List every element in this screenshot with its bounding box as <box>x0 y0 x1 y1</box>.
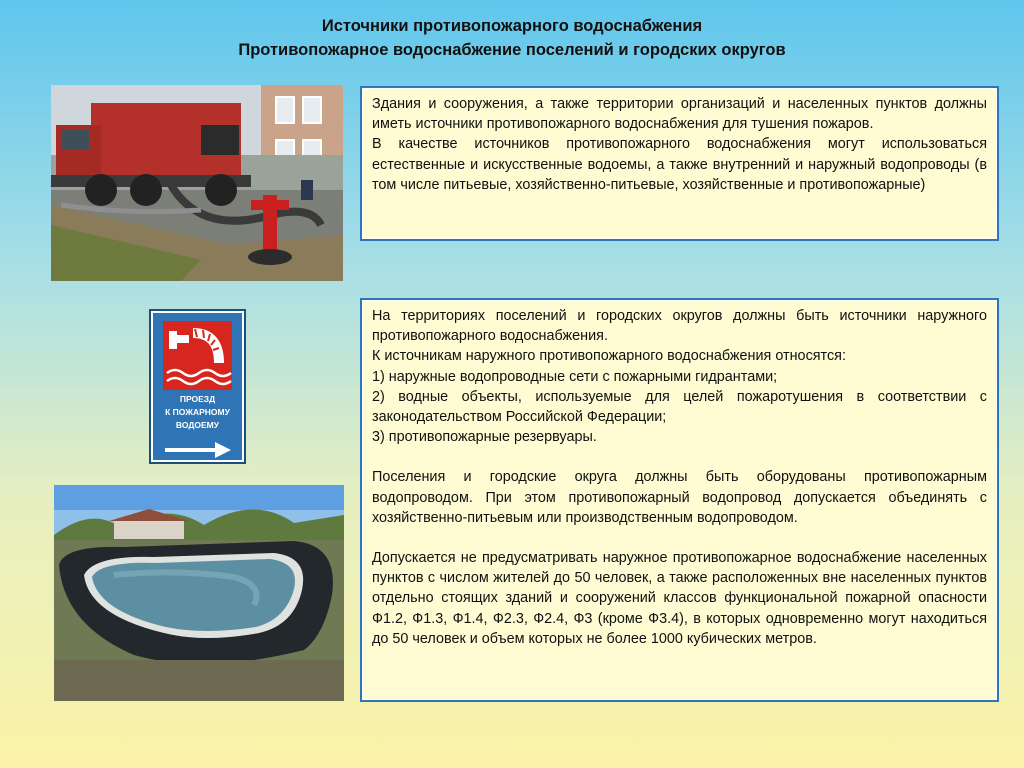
box2-list-item-3: 3) противопожарные резервуары. <box>372 429 597 446</box>
title-line-2: Противопожарное водоснабжение поселений и городских округов <box>238 41 786 59</box>
sign-text <box>151 393 244 432</box>
box2-paragraph-1: На территориях поселений и городских округов должны быть источники наружного противопожарного водоснабжения. <box>372 308 987 345</box>
fire-water-source-sign <box>149 309 246 464</box>
box2-paragraph-3: Поселения и городские округа должны быть оборудованы противопожарным водопроводом. При этом противопожарный водопровод допускается объединять с хозяйственно-питьевым или производственным водопроводом. <box>372 469 987 526</box>
general-requirements-box <box>360 86 999 241</box>
sign-line-2: К ПОЖАРНОМУ <box>165 407 230 417</box>
sign-line-3: ВОДОЕМУ <box>175 420 220 430</box>
reservoir-photo <box>54 485 344 701</box>
box1-paragraph-2: В качестве источников противопожарного водоснабжения могут использоваться естественные и искусственные водоемы, а также внутренний и наружный водопроводы (в том числе питьевые, хозяйственно-питьевые, хозяйственные и противопожарные) <box>372 136 987 193</box>
page-title <box>0 14 1024 62</box>
box2-list-item-2: 2) водные объекты, используемые для целей пожаротушения в соответствии с законодательством Российской Федерации; <box>372 388 987 426</box>
arrow-right-icon <box>165 441 231 459</box>
box2-paragraph-2: К источникам наружного противопожарного водоснабжения относятся: <box>372 348 846 365</box>
box2-paragraph-4: Допускается не предусматривать наружное противопожарное водоснабжение населенных пунктов с числом жителей до 50 человек, а также расположенных вне населенных пунктов отдельно стоящих зданий и сооружений классов функциональной пожарной опасности Ф1.2, Ф1.3, Ф1.4, Ф2.3, Ф2.4, Ф3 (кроме Ф3.4), в которых одновременно могут находиться до 50 человек и объем которых не более 1000 кубических метров. <box>372 550 987 647</box>
box1-paragraph-1: Здания и сооружения, а также территории организаций и населенных пунктов должны иметь источники противопожарного водоснабжения для тушения пожаров. <box>372 96 987 133</box>
sign-line-1: ПРОЕЗД <box>179 394 216 404</box>
spacer <box>372 528 987 548</box>
title-line-1: Источники противопожарного водоснабжения <box>321 17 703 35</box>
settlement-requirements-box <box>360 298 999 702</box>
sign-hydrant-emblem <box>163 321 232 390</box>
fire-truck-photo <box>51 85 343 281</box>
box2-list-item-1: 1) наружные водопроводные сети с пожарными гидрантами; <box>372 368 778 385</box>
spacer <box>372 447 987 467</box>
